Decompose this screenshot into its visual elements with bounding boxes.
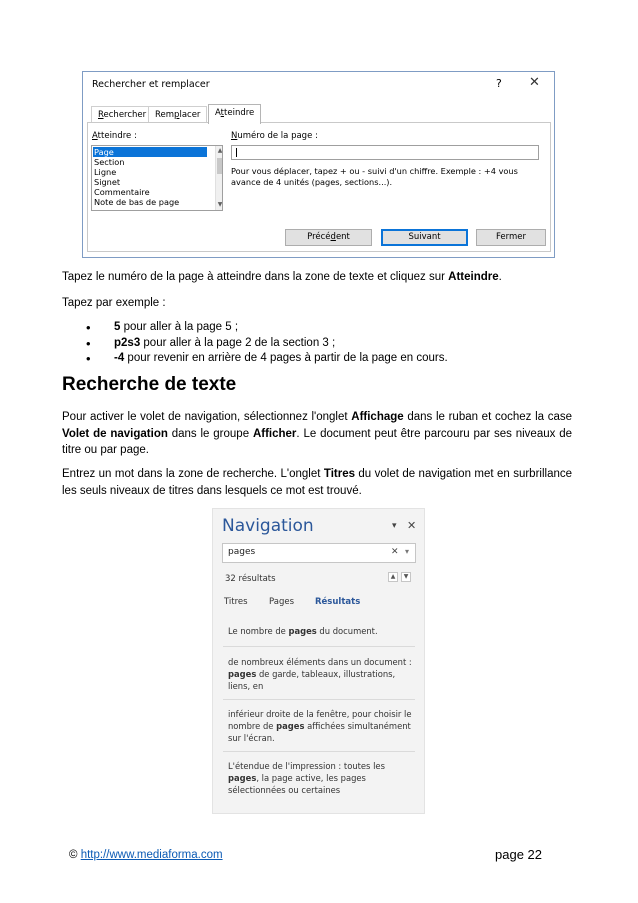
tab-resultats[interactable]: Résultats xyxy=(315,597,361,607)
previous-result-button[interactable]: ▲ xyxy=(388,572,398,582)
footer-link xyxy=(69,849,223,861)
tab-atteindre[interactable]: Atteindre xyxy=(208,104,261,124)
list-item[interactable]: Signet xyxy=(94,177,121,187)
paragraph-navigation: Pour activer le volet de navigation, sélectionnez l'onglet Affichage dans le ruban et cochez la case Volet de navigation dans le groupe Afficher. Le document peut être parcouru par ses niveaux de titre ou par page. xyxy=(62,411,573,456)
chevron-up-icon[interactable]: ▲ xyxy=(217,147,223,154)
text-caret xyxy=(236,148,237,157)
list-item[interactable]: Ligne xyxy=(94,167,117,177)
tab-pages[interactable]: Pages xyxy=(269,597,295,607)
search-result[interactable]: L'étendue de l'impression : toutes les pages, la page active, les pages sélectionnées ou certaines xyxy=(228,761,385,796)
list-item: • p2s3 pour aller à la page 2 de la section 3 ; xyxy=(86,336,448,352)
goto-label: Atteindre : xyxy=(92,131,137,141)
list-item: • -4 pour revenir en arrière de 4 pages à partir de la page en cours. xyxy=(86,351,448,367)
hint-text: Pour vous déplacer, tapez + ou - suivi d'un chiffre. Exemple : +4 vous avance de 4 unités (pages, sections...). xyxy=(231,166,518,187)
find-replace-dialog xyxy=(82,71,555,258)
list-item[interactable]: Page xyxy=(93,147,207,157)
results-count: 32 résultats xyxy=(225,574,276,584)
paragraph-search: Entrez un mot dans la zone de recherche. L'onglet Titres du volet de navigation met en surbrillance les seuls niveaux de titres dans lesquels ce mot est trouvé. xyxy=(62,468,573,497)
tab-remplacer[interactable]: Remplacer xyxy=(148,106,207,122)
next-button[interactable]: Suivant xyxy=(381,229,468,246)
tab-rechercher[interactable]: Rechercher xyxy=(91,106,153,122)
page-number-input[interactable] xyxy=(231,145,539,160)
search-result[interactable]: Le nombre de pages du document. xyxy=(228,626,378,636)
chevron-down-icon[interactable]: ▾ xyxy=(405,547,410,556)
list-item: • 5 pour aller à la page 5 ; xyxy=(86,320,448,336)
section-heading: Recherche de texte xyxy=(62,374,237,395)
paragraph-goto: Tapez le numéro de la page à atteindre dans la zone de texte et cliquez sur Atteindre. xyxy=(62,271,502,283)
copyright-symbol: © xyxy=(69,849,78,861)
paragraph-example: Tapez par exemple : xyxy=(62,297,166,309)
help-button[interactable]: ? xyxy=(496,77,502,90)
list-item[interactable]: Commentaire xyxy=(94,187,150,197)
result-divider xyxy=(223,646,415,647)
website-link[interactable]: http://www.mediaforma.com xyxy=(80,849,223,861)
close-icon[interactable]: ✕ xyxy=(529,75,540,90)
close-icon[interactable]: ✕ xyxy=(407,519,417,532)
chevron-down-icon[interactable]: ▼ xyxy=(217,201,223,208)
scroll-thumb[interactable] xyxy=(217,158,223,174)
page-number: page 22 xyxy=(495,847,542,862)
pane-menu-icon[interactable]: ▾ xyxy=(392,521,397,531)
listbox-scrollbar[interactable] xyxy=(215,146,223,210)
result-divider xyxy=(223,699,415,700)
previous-button[interactable]: Précédent xyxy=(285,229,372,246)
example-list xyxy=(86,320,448,367)
next-result-button[interactable]: ▼ xyxy=(401,572,411,582)
search-input[interactable] xyxy=(222,543,416,563)
search-result[interactable]: inférieur droite de la fenêtre, pour choisir le nombre de pages affichées simultanément sur l'écran. xyxy=(228,709,412,744)
navigation-title: Navigation xyxy=(222,516,314,536)
list-item[interactable]: Note de bas de page xyxy=(94,197,180,207)
navigation-pane xyxy=(212,508,425,814)
list-item[interactable]: Section xyxy=(94,157,125,167)
goto-listbox[interactable] xyxy=(91,145,223,211)
tab-titres[interactable]: Titres xyxy=(224,597,248,607)
result-divider xyxy=(223,751,415,752)
close-button[interactable]: Fermer xyxy=(476,229,546,246)
dialog-title: Rechercher et remplacer xyxy=(92,79,210,90)
page-number-label: Numéro de la page : xyxy=(231,131,318,141)
search-result[interactable]: de nombreux éléments dans un document : pages de garde, tableaux, illustrations, liens, en xyxy=(228,657,412,692)
search-value: pages xyxy=(228,547,256,557)
clear-icon[interactable]: ✕ xyxy=(391,547,399,557)
